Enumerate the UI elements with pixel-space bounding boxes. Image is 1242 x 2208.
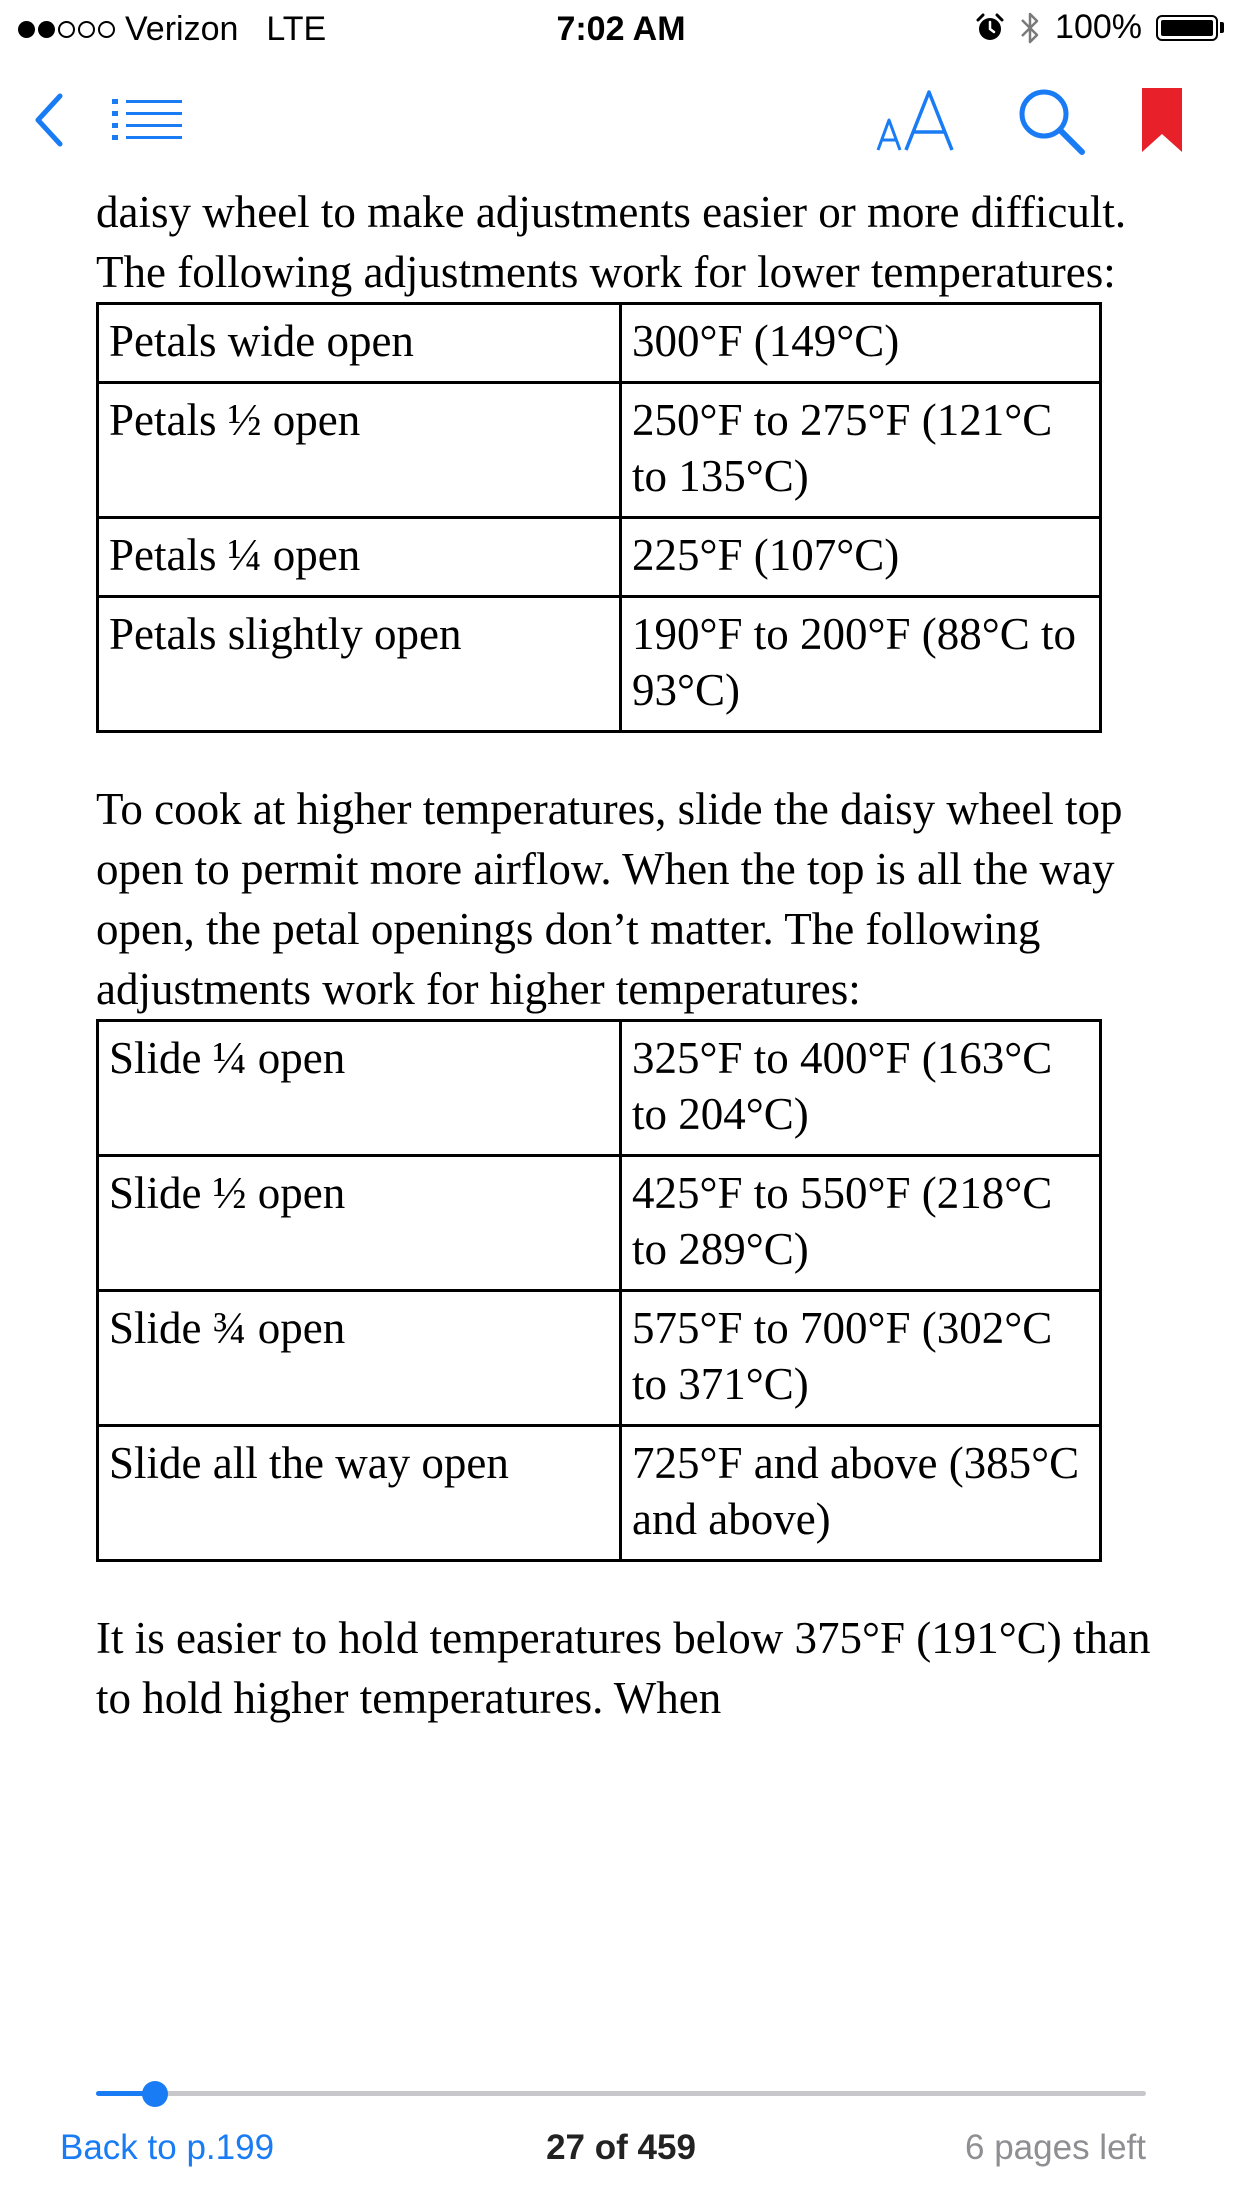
table-cell-setting: Petals ½ open <box>98 383 621 518</box>
pages-left-label: 6 pages left <box>965 2128 1146 2167</box>
table-cell-temperature: 575°F to 700°F (302°C to 371°C) <box>621 1291 1101 1426</box>
battery-percent: 100% <box>1055 8 1142 46</box>
table-cell-temperature: 300°F (149°C) <box>621 304 1101 383</box>
reader-footer <box>0 2128 1242 2188</box>
table-cell-temperature: 325°F to 400°F (163°C to 204°C) <box>621 1021 1101 1156</box>
paragraph: To cook at higher temperatures, slide the daisy wheel top open to permit more airflow. When the top is all the way open, the petal openings don’t matter. The following adjustments work for higher temperatures: <box>96 784 1123 1014</box>
text-size-icon[interactable] <box>876 90 956 152</box>
book-page <box>96 182 1156 1728</box>
status-time: 7:02 AM <box>556 10 686 48</box>
table-cell-temperature: 225°F (107°C) <box>621 518 1101 597</box>
table-cell-setting: Petals slightly open <box>98 597 621 732</box>
table-row <box>98 1156 1101 1291</box>
alarm-icon <box>975 13 1005 43</box>
table-cell-temperature: 425°F to 550°F (218°C to 289°C) <box>621 1156 1101 1291</box>
slider-track[interactable] <box>96 2091 1146 2096</box>
list-icon[interactable] <box>112 98 182 142</box>
slider-thumb[interactable] <box>142 2081 168 2107</box>
table-row <box>98 1291 1101 1426</box>
table-cell-temperature: 725°F and above (385°C and above) <box>621 1426 1101 1561</box>
back-to-page-link[interactable]: Back to p.199 <box>60 2128 275 2167</box>
network-type: LTE <box>266 10 327 48</box>
table-row <box>98 597 1101 732</box>
status-right <box>975 8 1224 47</box>
battery-icon <box>1156 15 1224 41</box>
table-cell-temperature: 190°F to 200°F (88°C to 93°C) <box>621 597 1101 732</box>
bookmark-icon[interactable] <box>1142 88 1182 152</box>
bluetooth-icon <box>1019 11 1041 45</box>
table-row <box>98 304 1101 383</box>
table-row <box>98 518 1101 597</box>
table-cell-setting: Petals wide open <box>98 304 621 383</box>
table-row <box>98 1426 1101 1561</box>
high-temperature-table <box>96 1019 1102 1562</box>
page-slider[interactable] <box>96 2074 1146 2114</box>
paragraph: daisy wheel to make adjustments easier or more difficult. The following adjustments work for lower temperatures: <box>96 187 1127 297</box>
table-cell-temperature: 250°F to 275°F (121°C to 135°C) <box>621 383 1101 518</box>
low-temperature-table <box>96 302 1102 733</box>
chevron-left-icon[interactable] <box>32 92 68 148</box>
paragraph: It is easier to hold temperatures below 375°F (191°C) than to hold higher temperatures. When <box>96 1613 1151 1723</box>
table-row <box>98 383 1101 518</box>
table-row <box>98 1021 1101 1156</box>
table-cell-setting: Slide all the way open <box>98 1426 621 1561</box>
table-cell-setting: Petals ¼ open <box>98 518 621 597</box>
status-bar <box>0 0 1242 62</box>
carrier-name: Verizon <box>125 10 239 48</box>
search-icon[interactable] <box>1016 86 1086 156</box>
page-count: 27 of 459 <box>546 2128 696 2167</box>
table-cell-setting: Slide ½ open <box>98 1156 621 1291</box>
table-cell-setting: Slide ¼ open <box>98 1021 621 1156</box>
reader-toolbar <box>0 62 1242 182</box>
table-cell-setting: Slide ¾ open <box>98 1291 621 1426</box>
